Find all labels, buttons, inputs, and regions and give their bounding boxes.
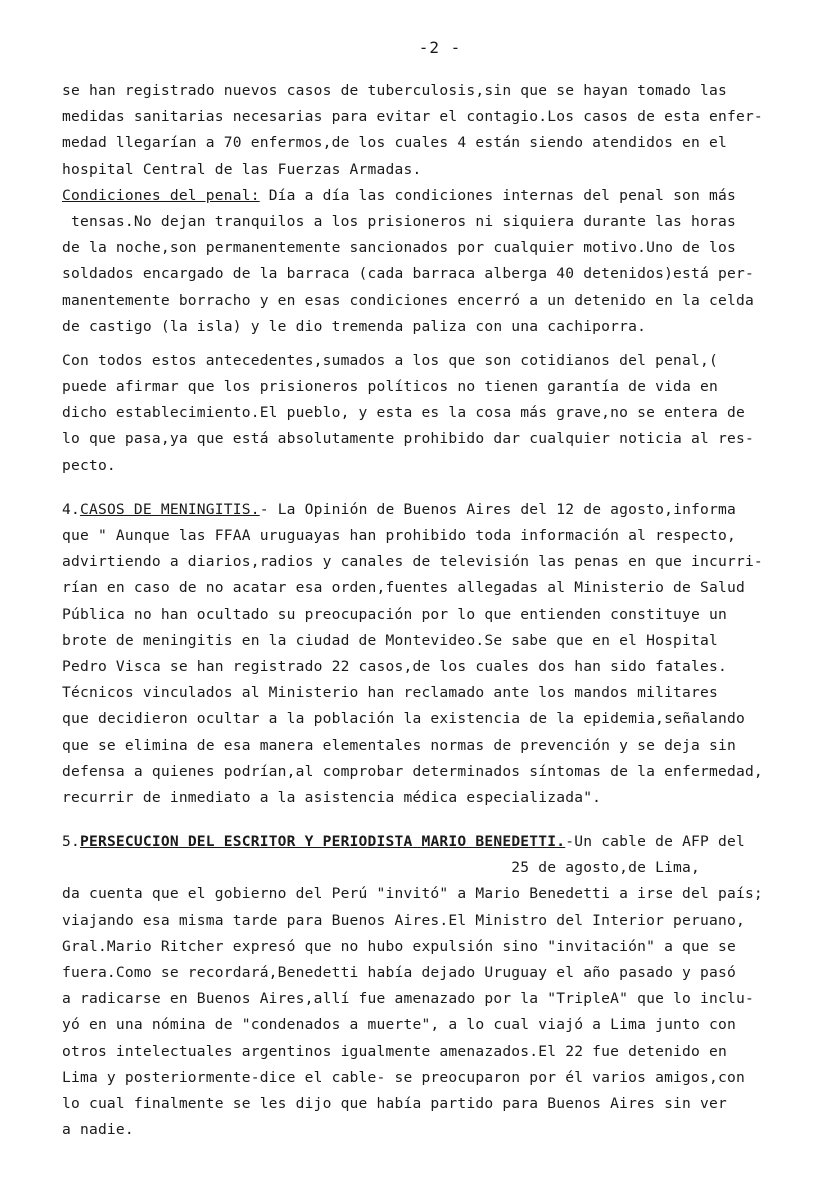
text-line: Gral.Mario Ritcher expresó que no hubo expulsión sino "invitación" a que se xyxy=(62,937,736,955)
section-number: 4. xyxy=(62,500,80,518)
text-line: Técnicos vinculados al Ministerio han reclamado ante los mandos militares xyxy=(62,684,718,702)
text-line: medad llegarían a 70 enfermos,de los cuales 4 están siendo atendidos en el xyxy=(62,134,727,152)
text-line: se han registrado nuevos casos de tuberculosis,sin que se hayan tomado las xyxy=(62,82,727,99)
text-line: recurrir de inmediato a la asistencia médica especializada". xyxy=(62,788,602,806)
section-heading: CASOS DE MENINGITIS. xyxy=(79,500,260,518)
text-line: brote de meningitis en la ciudad de Montevideo.Se sabe que en el Hospital xyxy=(62,631,718,649)
text-fragment: - La Opinión de Buenos Aires del 12 de agosto,informa xyxy=(259,500,736,518)
text-fragment: -Un cable de AFP del xyxy=(565,833,745,851)
paragraph-tuberculosis xyxy=(62,78,792,183)
section-number: 5. xyxy=(62,833,80,851)
text-line xyxy=(62,497,792,523)
text-fragment: Día a día las condiciones internas del penal son más xyxy=(259,186,736,204)
text-line: pecto. xyxy=(62,456,116,474)
text-line: otros intelectuales argentinos igualmente amenazados.El 22 fue detenido en xyxy=(62,1042,727,1060)
text-line: a radicarse en Buenos Aires,allí fue amenazado por la "TripleA" que lo inclu- xyxy=(62,990,754,1008)
text-line: Pedro Visca se han registrado 22 casos,de los cuales dos han sido fatales. xyxy=(62,657,727,675)
text-line: fuera.Como se recordará,Benedetti había dejado Uruguay el año pasado y pasó xyxy=(62,964,736,981)
text-line: dicho establecimiento.El pueblo, y esta es la cosa más grave,no se entera de xyxy=(62,404,745,422)
text-line: puede afirmar que los prisioneros políticos no tienen garantía de vida en xyxy=(62,378,718,396)
text-line: medidas sanitarias necesarias para evitar el contagio.Los casos de esta enfer- xyxy=(62,108,763,126)
page-number: -2 - xyxy=(418,38,462,57)
text-line: de la noche,son permanentemente sancionados por cualquier motivo.Uno de los xyxy=(62,239,736,257)
section-heading: Condiciones del penal: xyxy=(62,186,260,204)
section-benedetti xyxy=(62,829,792,1143)
section-meningitis xyxy=(62,497,792,811)
text-line: manentemente borracho y en esas condiciones encerró a un detenido en la celda xyxy=(62,291,754,309)
text-line: viajando esa misma tarde para Buenos Aires.El Ministro del Interior peruano, xyxy=(62,911,745,929)
document-body xyxy=(62,78,792,1143)
text-line: 25 de agosto,de Lima, xyxy=(62,859,701,877)
text-line: hospital Central de las Fuerzas Armadas. xyxy=(62,160,422,178)
text-line: lo cual finalmente se les dijo que había partido para Buenos Aires sin ver xyxy=(62,1094,727,1112)
text-line: defensa a quienes podrían,al comprobar determinados síntomas de la enfermedad, xyxy=(62,762,763,780)
text-line: a nadie. xyxy=(62,1121,134,1139)
paragraph-condiciones-penal xyxy=(62,183,792,340)
text-line: Lima y posteriormente-dice el cable- se preocuparon por él varios amigos,con xyxy=(62,1068,745,1086)
text-line: que " Aunque las FFAA uruguayas han prohibido toda información al respecto, xyxy=(62,527,736,544)
text-line: de castigo (la isla) y le dio tremenda paliza con una cachiporra. xyxy=(62,317,647,335)
text-line: da cuenta que el gobierno del Perú "invitó" a Mario Benedetti a irse del país; xyxy=(62,885,763,903)
text-line: advirtiendo a diarios,radios y canales de televisión las penas en que incurri- xyxy=(62,553,763,571)
text-line xyxy=(62,183,792,209)
section-heading: PERSECUCION DEL ESCRITOR Y PERIODISTA MARIO BENEDETTI. xyxy=(79,833,566,851)
text-line xyxy=(62,829,792,855)
paragraph-antecedentes xyxy=(62,348,792,479)
text-line: soldados encargado de la barraca (cada barraca alberga 40 detenidos)está per- xyxy=(62,265,754,283)
text-line: que decidieron ocultar a la población la existencia de la epidemia,señalando xyxy=(62,710,745,728)
text-line: Con todos estos antecedentes,sumados a los que son cotidianos del penal,( xyxy=(62,351,718,369)
text-line: tensas.No dejan tranquilos a los prisioneros ni siquiera durante las horas xyxy=(62,212,736,230)
text-line: rían en caso de no acatar esa orden,fuentes allegadas al Ministerio de Salud xyxy=(62,579,745,597)
text-line: Pública no han ocultado su preocupación por lo que entienden constituye un xyxy=(62,605,727,623)
text-line: lo que pasa,ya que está absolutamente prohibido dar cualquier noticia al res- xyxy=(62,430,754,448)
text-line: yó en una nómina de "condenados a muerte", a lo cual viajó a Lima junto con xyxy=(62,1016,736,1034)
text-line: que se elimina de esa manera elementales normas de prevención y se deja sin xyxy=(62,736,736,754)
